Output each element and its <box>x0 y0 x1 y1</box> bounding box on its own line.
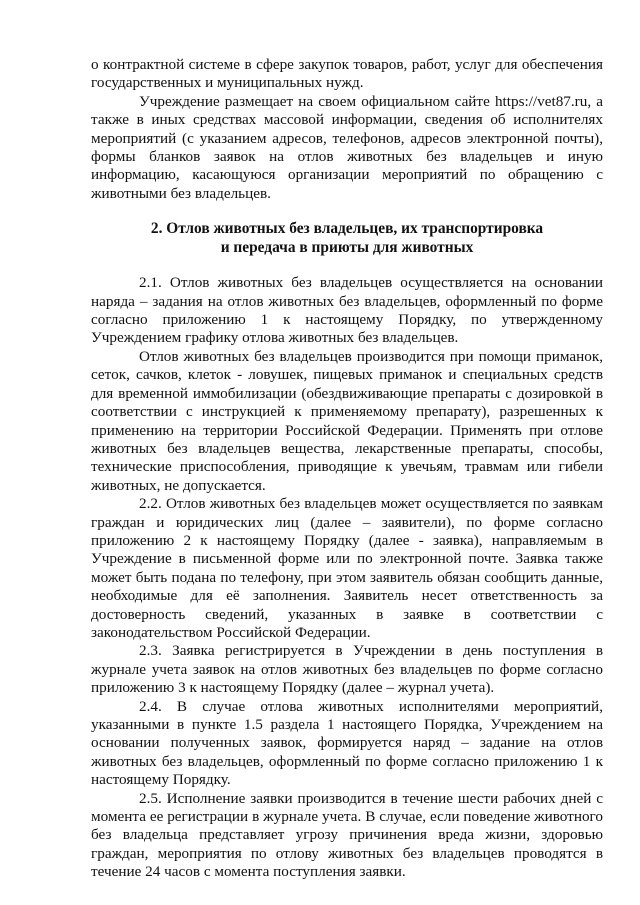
document-page <box>91 56 603 882</box>
spacer <box>91 203 603 219</box>
paragraph-2-1-methods: Отлов животных без владельцев производится при помощи приманок, сеток, сачков, клеток - ловушек, пищевых приманок и специальных средств для временной иммобилизации (обездвиживающие препараты с дозировкой в соответствии с инструкцией к применяемому препарату), разрешенных к применению на территории Российской Федерации. Применять при отлове животных без владельцев вещества, лекарственные препараты, способы, технические приспособления, приводящие к увечьям, травмам или гибели животных, не допускается. <box>91 347 603 494</box>
paragraph-2-4: 2.4. В случае отлова животных исполнителями мероприятий, указанными в пункте 1.5 раздела 1 настоящего Порядка, Учреждением на основании полученных заявок, формируется наряд – задание на отлов животных без владельцев, оформленный по форме согласно приложению 1 к настоящему Порядку. <box>91 697 603 789</box>
spacer <box>91 257 603 274</box>
paragraph-2-2: 2.2. Отлов животных без владельцев может осуществляется по заявкам граждан и юридических лиц (далее – заявители), по форме согласно приложению 2 к настоящему Порядку (далее - заявка), направляемым в Учреждение в письменной форме или по электронной почте. Заявка также может быть подана по телефону, при этом заявитель обязан сообщить данные, необходимые для её заполнения. Заявитель несет ответственность за достоверность сведений, указанных в заявке в соответствии с законодательством Российской Федерации. <box>91 495 603 641</box>
section-2-heading <box>91 219 603 257</box>
paragraph-2-5: 2.5. Исполнение заявки производится в течение шести рабочих дней с момента ее регистрации в журнале учета. В случае, если поведение животного без владельца представляет угрозу причинения вреда жизни, здоровью граждан, мероприятия по отлову животных без владельцев проводятся в течение 24 часов с момента поступления заявки. <box>91 789 603 881</box>
intro-paragraph-continuation: о контрактной системе в сфере закупок товаров, работ, услуг для обеспечения государственных и муниципальных нужд. <box>91 56 603 92</box>
paragraph-2-1: 2.1. Отлов животных без владельцев осуществляется на основании наряда – задания на отлов животных без владельцев, оформленный по форме согласно приложению 1 к настоящему Порядку, по утвержденному Учреждением графику отлова животных без владельцев. <box>91 274 603 347</box>
section-2-heading-line-1: 2. Отлов животных без владельцев, их транспортировка <box>150 220 544 238</box>
section-2-heading-line-2: и передача в приюты для животных <box>220 239 474 257</box>
intro-paragraph-website: Учреждение размещает на своем официальном сайте https://vet87.ru, а также в иных средствах массовой информации, сведения об исполнителях мероприятий (с указанием адресов, телефонов, адресов электронной почты), формы бланков заявок на отлов животных без владельцев и иную информацию, касающуюся организации мероприятий по обращению с животными без владельцев. <box>91 92 603 202</box>
paragraph-2-3: 2.3. Заявка регистрируется в Учреждении в день поступления в журнале учета заявок на отлов животных без владельцев по форме согласно приложению 3 к настоящему Порядку (далее – журнал учета). <box>91 642 603 697</box>
